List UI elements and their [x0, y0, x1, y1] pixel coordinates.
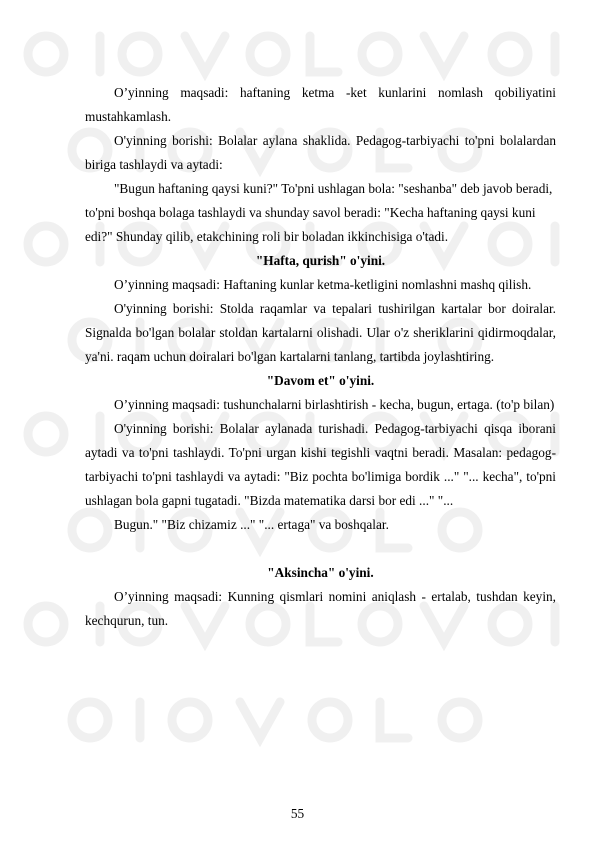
heading-davom-et: "Davom et" o'yini. — [266, 373, 375, 388]
paragraph-continuation-3: Bugun." "Biz chizamiz ..." "... ertaga" va boshqalar. — [114, 517, 389, 532]
page-number: 55 — [290, 806, 305, 821]
heading-hafta-qurish: "Hafta, qurish" o'yini. — [255, 253, 386, 268]
heading-aksincha: "Aksincha" o'yini. — [267, 565, 374, 580]
paragraph-goal-1: O’yinning maqsadi: haftaning ketma -ket kunlarini nomlash qobiliyatini mustahkamlash. — [85, 85, 556, 124]
paragraph-goal-3: O’yinning maqsadi: tushunchalarni birlashtirish - kecha, bugun, ertaga. (to'p bilan) — [114, 397, 555, 412]
paragraph-procedure-2: O'yinning borishi: Stolda raqamlar va tepalari tushirilgan kartalar bor doiralar. Signalda bo'lgan bolalar stoldan kartalarni olishadi. Ular o'z sheriklarini qidirmoqdalar, ya'ni. raqam uchun doiralari bo'lgan kartalarni tanlang, tartibda joylashtiring. — [85, 301, 556, 364]
paragraph-procedure-1: O'yinning borishi: Bolalar aylana shaklida. Pedagog-tarbiyachi to'pni bolalardan biriga tashlaydi va aytadi: — [85, 133, 556, 172]
paragraph-goal-2: O’yinning maqsadi: Haftaning kunlar ketma-ketligini nomlashni mashq qilish. — [114, 277, 532, 292]
paragraph-dialogue-1: "Bugun haftaning qaysi kuni?" To'pni ushlagan bola: "seshanba" deb javob beradi, to'pni boshqa bolaga tashlaydi va shunday savol beradi: "Kecha haftaning qaysi kuni edi?" Shunday qilib, etakchining roli bir boladan ikkinchisiga o'tadi. — [85, 181, 553, 244]
paragraph-goal-4: O’yinning maqsadi: Kunning qismlari nomini aniqlash - ertalab, tushdan keyin, kechqurun, tun. — [85, 589, 556, 628]
spacer — [85, 537, 556, 561]
paragraph-procedure-3: O'yinning borishi: Bolalar aylanada turishadi. Pedagog-tarbiyachi qisqa iborani aytadi va to'pni tashlaydi. To'pni urgan kishi tegishli vaqtni beradi. Masalan: pedagog-tarbiyachi to'pni tashlaydi va aytadi: "Biz pochta bo'limiga bordik ..." "... kecha", to'pni ushlagan bola gapni tugatadi. "Bizda matematika darsi bor edi ..." "... — [85, 421, 556, 508]
page-body — [85, 81, 556, 633]
